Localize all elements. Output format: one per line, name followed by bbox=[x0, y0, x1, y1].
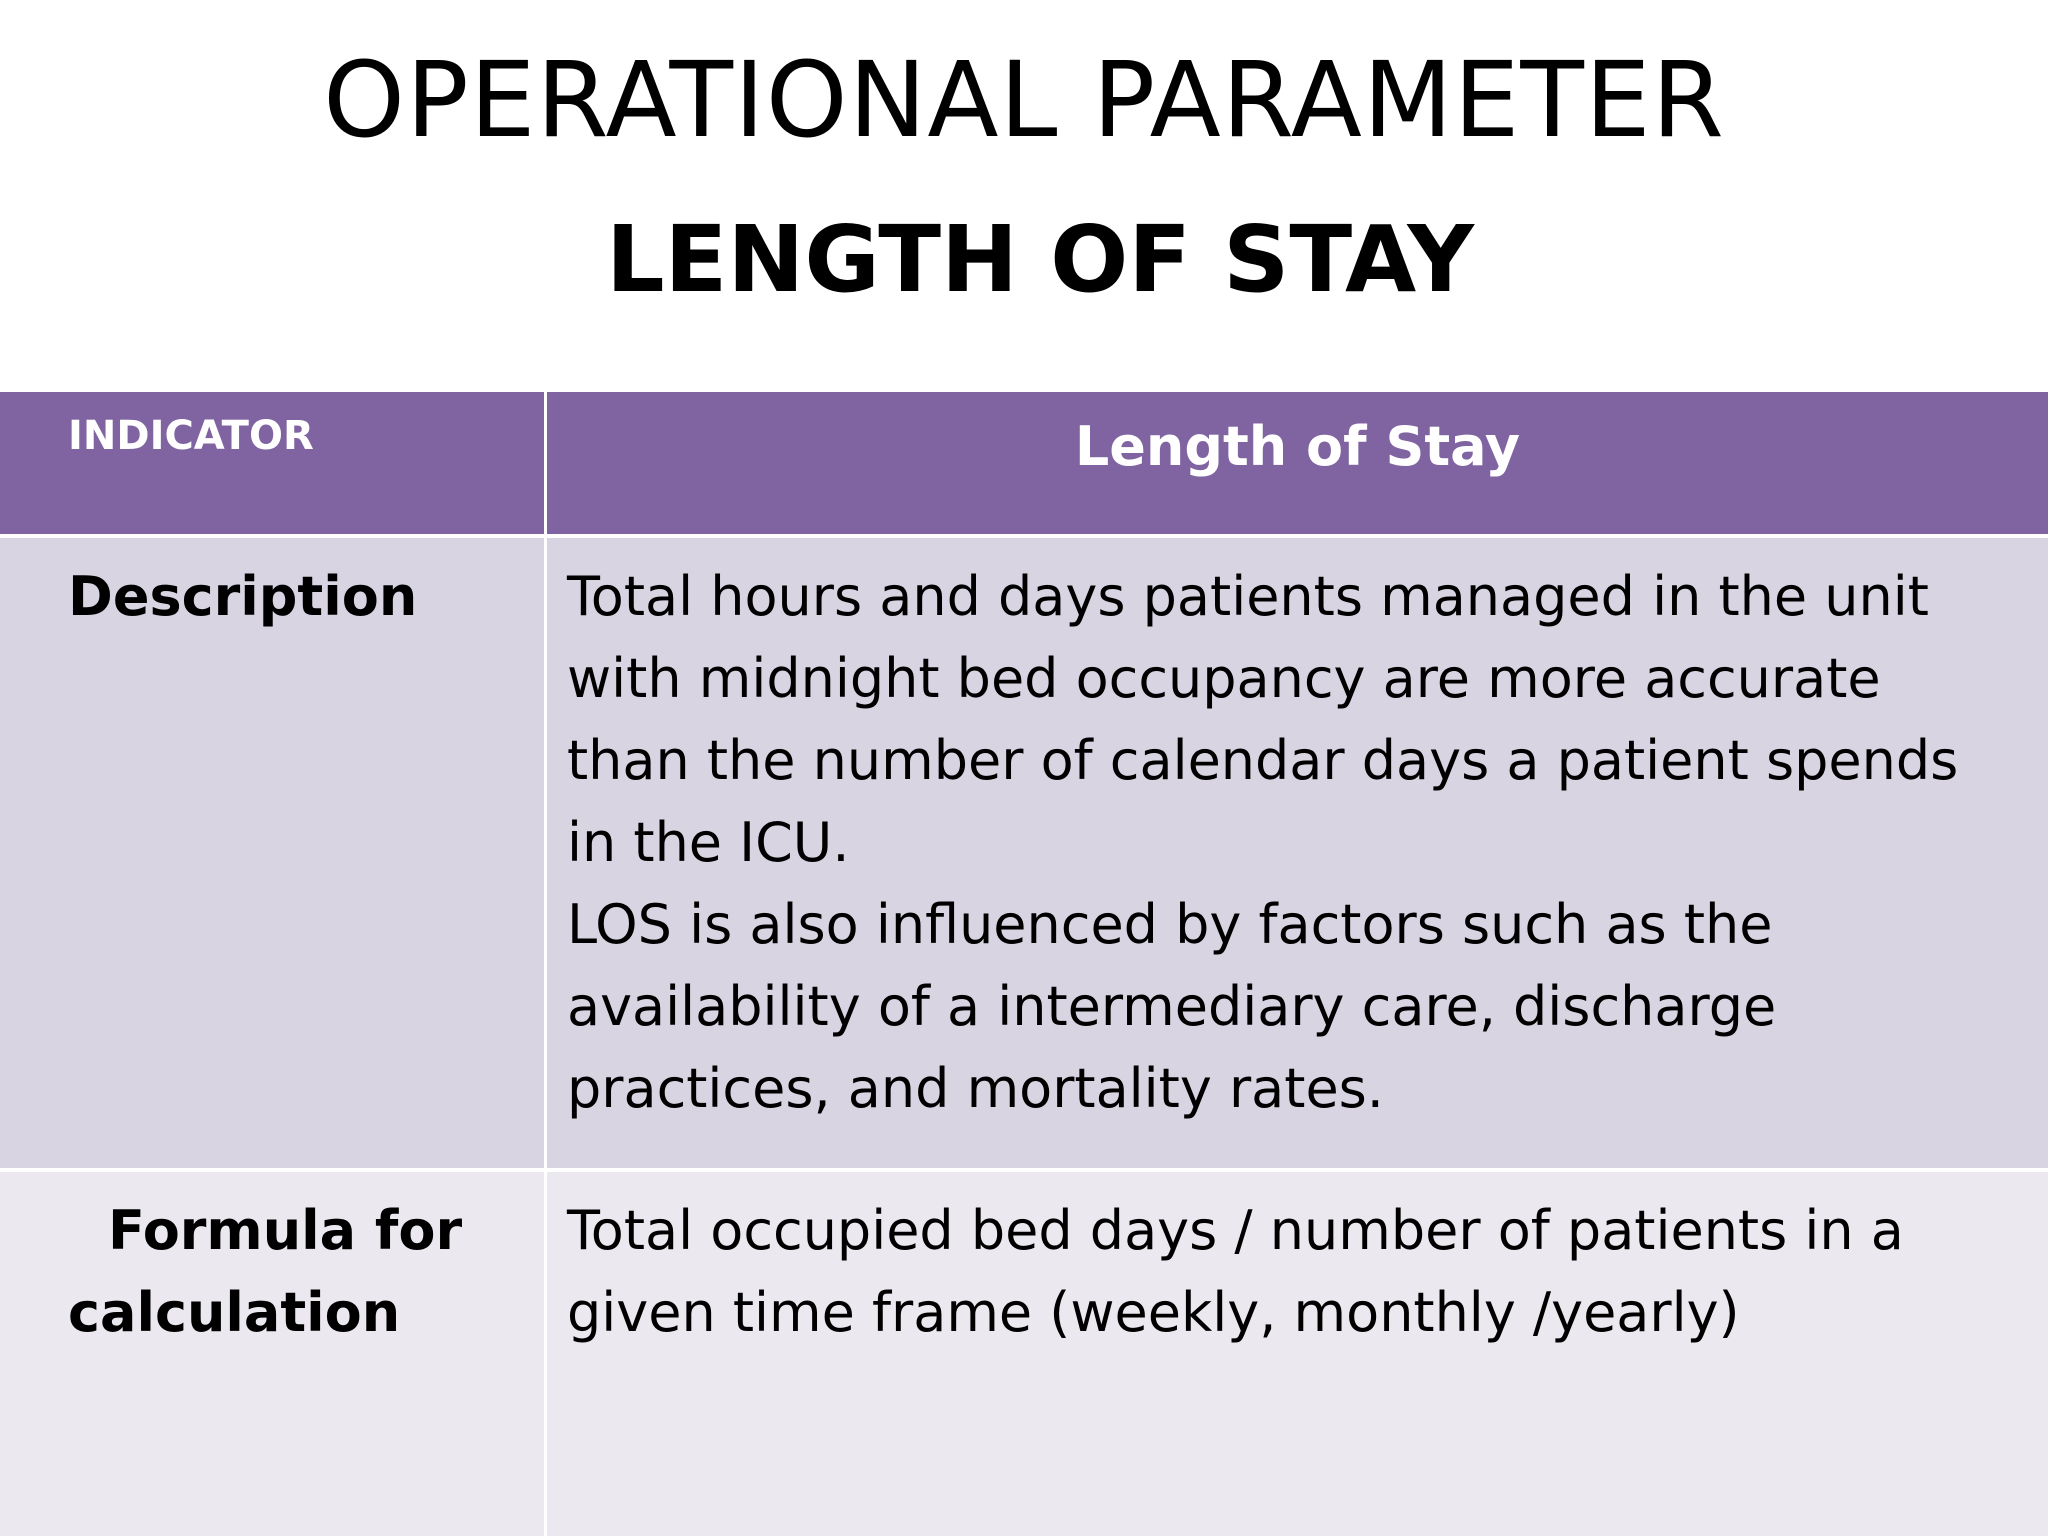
indicator-value: Length of Stay bbox=[1074, 415, 1521, 478]
description-label: Description bbox=[68, 565, 418, 628]
formula-label-cell bbox=[0, 1172, 544, 1536]
formula-label bbox=[68, 1190, 462, 1354]
description-line: practices, and mortality rates. bbox=[567, 1057, 1384, 1120]
description-line: Total hours and days patients managed in the unit bbox=[567, 565, 1929, 628]
table-header-value-cell bbox=[547, 392, 2048, 534]
description-text-cell bbox=[547, 538, 2048, 1168]
description-line: with midnight bed occupancy are more accurate bbox=[567, 647, 1881, 710]
description-text bbox=[567, 556, 2027, 1130]
slide-title: OPERATIONAL PARAMETER bbox=[323, 39, 1725, 161]
formula-text bbox=[567, 1190, 2027, 1354]
formula-line: Total occupied bed days / number of patients in a bbox=[567, 1199, 1904, 1262]
slide-subtitle: LENGTH OF STAY bbox=[605, 206, 1475, 313]
formula-text-cell bbox=[547, 1172, 2048, 1536]
description-line: in the ICU. bbox=[567, 811, 850, 874]
description-line: LOS is also influenced by factors such as the bbox=[567, 893, 1773, 956]
table-header-label-cell bbox=[0, 392, 544, 534]
indicator-label: INDICATOR bbox=[68, 413, 314, 459]
formula-label-line: Formula for bbox=[108, 1199, 463, 1262]
indicator-table bbox=[0, 392, 2048, 1536]
description-line: availability of a intermediary care, discharge bbox=[567, 975, 1777, 1038]
formula-label-line: calculation bbox=[68, 1281, 401, 1344]
formula-line: given time frame (weekly, monthly /yearly) bbox=[567, 1281, 1740, 1344]
description-label-cell bbox=[0, 538, 544, 1168]
description-line: than the number of calendar days a patient spends bbox=[567, 729, 1959, 792]
